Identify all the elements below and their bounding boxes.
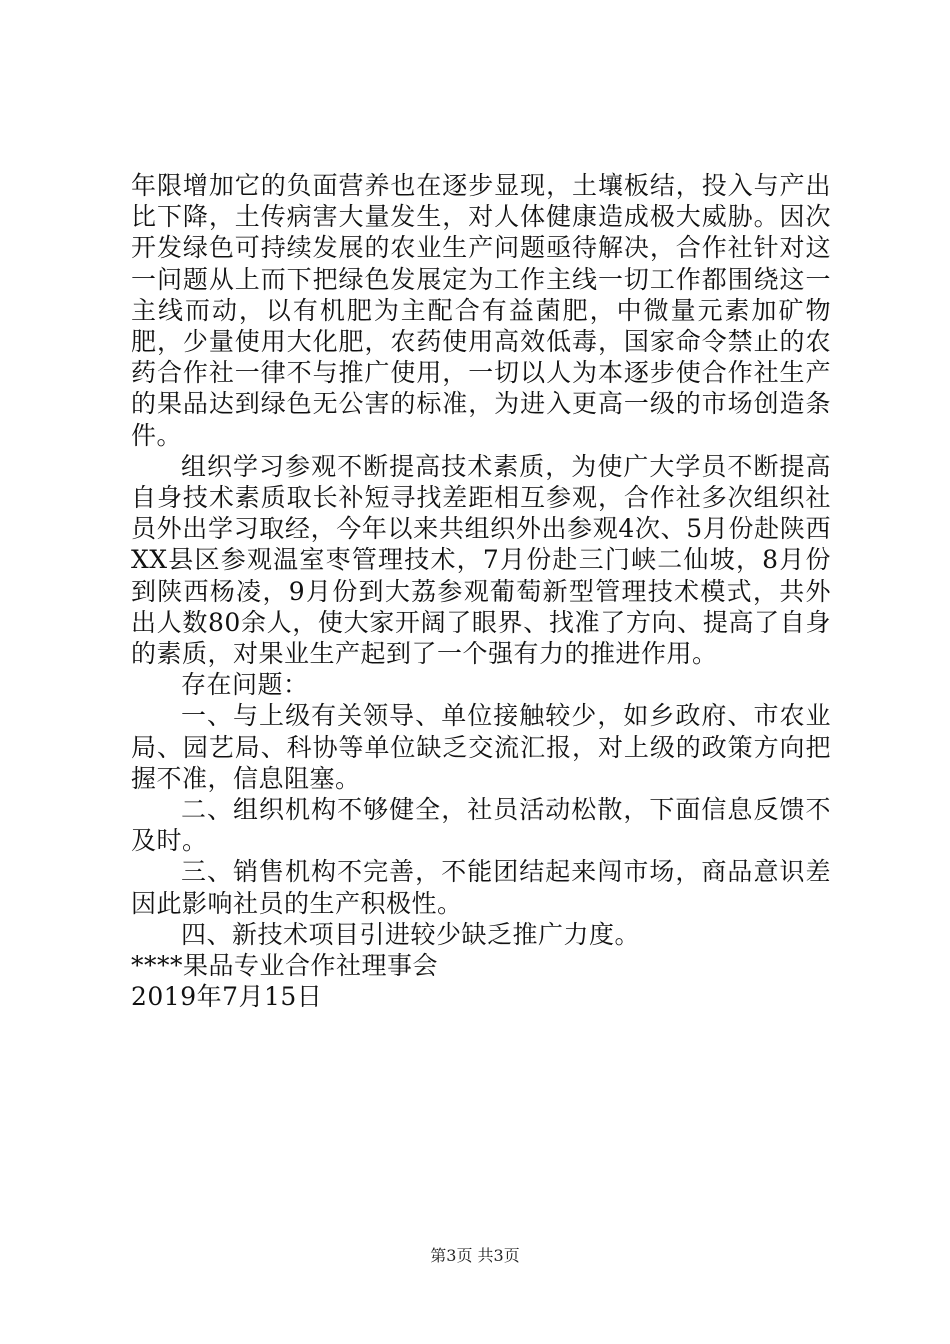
problem-item-2: 二、组织机构不够健全，社员活动松散，下面信息反馈不及时。	[131, 795, 831, 856]
signature: ****果品专业合作社理事会	[131, 951, 439, 981]
problem-item-1: 一、与上级有关领导、单位接触较少，如乡政府、市农业局、园艺局、科协等单位缺乏交流汇报，对上级的政策方向把握不准，信息阻塞。	[131, 701, 831, 793]
paragraph-study-visits: 组织学习参观不断提高技术素质，为使广大学员不断提高自身技术素质取长补短寻找差距相互参观，合作社多次组织社员外出学习取经，今年以来共组织外出参观4次、5月份赴陕西XX县区参观温室枣管理技术，7月份赴三门峡二仙坡，8月份到陕西杨凌，9月份到大荔参观葡萄新型管理技术模式，共外出人数80余人，使大家开阔了眼界、找准了方向、提高了自身的素质，对果业生产起到了一个强有力的推进作用。	[131, 451, 831, 669]
page-footer: 第3页 共3页	[430, 1246, 520, 1265]
problem-item-3: 三、销售机构不完善，不能团结起来闯市场，商品意识差因此影响社员的生产积极性。	[131, 857, 831, 918]
document-date: 2019年7月15日	[131, 982, 323, 1012]
paragraph-continuation: 年限增加它的负面营养也在逐步显现，土壤板结，投入与产出比下降，土传病害大量发生，对人体健康造成极大威胁。因次开发绿色可持续发展的农业生产问题亟待解决，合作社针对这一问题从上而下把绿色发展定为工作主线一切工作都围绕这一主线而动，以有机肥为主配合有益菌肥，中微量元素加矿物肥，少量使用大化肥，农药使用高效低毒，国家命令禁止的农药合作社一律不与推广使用，一切以人为本逐步使合作社生产的果品达到绿色无公害的标准，为进入更高一级的市场创造条件。	[131, 171, 831, 450]
document-body	[131, 170, 831, 1012]
problems-heading: 存在问题：	[181, 670, 309, 700]
problem-item-4: 四、新技术项目引进较少缺乏推广力度。	[181, 919, 641, 949]
